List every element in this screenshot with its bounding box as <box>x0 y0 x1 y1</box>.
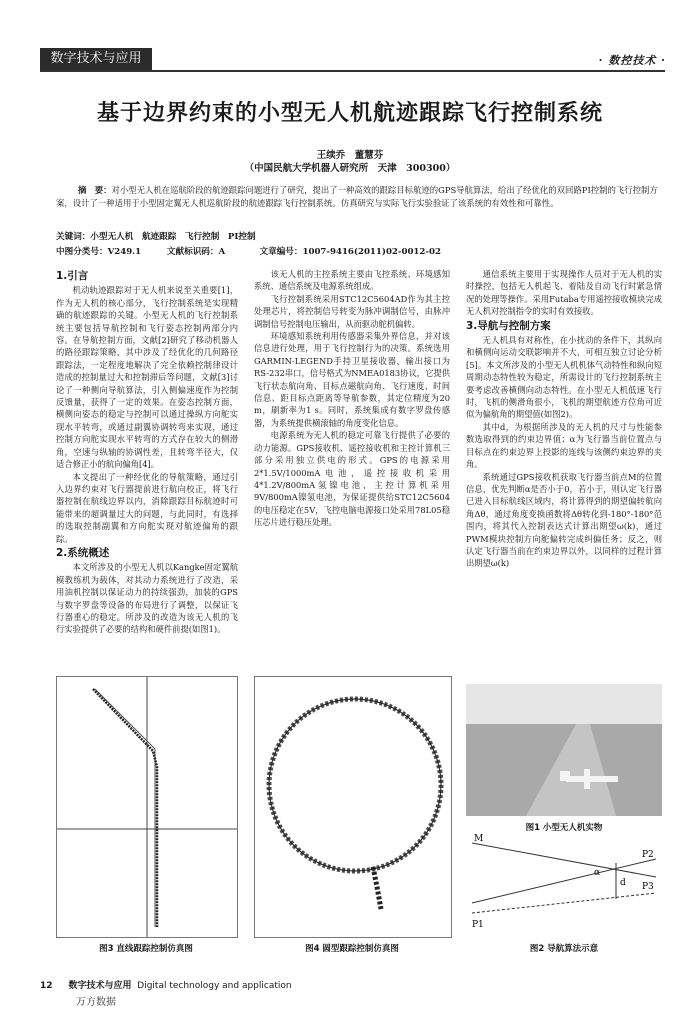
watermark: 万方数据 <box>76 997 116 1008</box>
abstract-label: 摘 要： <box>78 185 112 195</box>
label-m: M <box>474 834 484 844</box>
navigation-diagram <box>466 833 662 941</box>
section-1-title: 1.引言 <box>56 270 89 282</box>
column-2 <box>254 268 450 529</box>
paragraph: 电源系统为无人机的稳定可靠飞行提供了必要的动力能源。GPS接收机、遥控接收机和主控计算机三部分采用独立供电的形式。GPS的电源采用2*1.5V/1000mA电池，遥控接收机采用4*1.2V/800mA氢镍电池，主控计算机采用9V/800mA镍氢电池，为保证提供给STC12C5604的电压稳定在5V，飞控电脑电源接口处采用78L05稳压芯片进行稳压处理。 <box>254 430 450 528</box>
paragraph: 其中d，为根据所涉及的无人机的尺寸与性能参数选取得到的约束边界值；α为飞行器当前位置点与目标点在约束边界上投影的连线与该侧约束边界的夹角。 <box>466 421 662 470</box>
figure-3-caption: 图3 直线跟踪控制仿真图 <box>99 944 193 954</box>
paper-title: 基于边界约束的小型无人机航迹跟踪飞行控制系统 <box>96 101 603 126</box>
journal-name-en: Digital technology and application <box>137 981 292 991</box>
label-p3: P3 <box>642 882 654 892</box>
section-label: 数字技术与应用 <box>40 48 152 70</box>
keywords: 关键词：小型无人机 航迹跟踪 飞行控制 PI控制 <box>56 232 256 242</box>
page-number: 12 <box>40 981 53 991</box>
paragraph: 环境感知系统利用传感器采集外界信息，并对该信息进行处理，用于飞行控制行为的决策。系统选用GARMIN-LEGEND手持卫星接收器，输出接口为RS-232串口，信号格式为NMEA0183协议，它提供飞行状态航向角、目标点磁航向角、飞行速度、时间信息、距目标点距离等导航参数，其定位精度为20 m，刷新率为1 s。同时，系统集成有数字罗盘传感器，为系统提供横滚轴的角度变化信息。 <box>254 331 450 428</box>
reference-path <box>95 689 155 927</box>
journal-name: 数字技术与应用 <box>68 981 132 991</box>
paragraph: 无人机具有对称性，在小扰动的条件下，其纵向和横侧向运动交联影响并不大，可相互独立讨论分析[5]。本文所涉及的小型无人机机体气动特性和纵向短周期动态特性较为稳定，所需设计的飞行控制系统主要考虑改善横侧向动态特性。在小型无人机低速飞行时，飞机的侧滑角很小，飞机的期望航迹方位角可近似为偏航角的期望值(如图2)。 <box>466 335 662 420</box>
affiliation: （中国民航大学机器人研究所 天津 300300） <box>244 163 456 174</box>
line-tracking-plot <box>57 677 237 937</box>
label-alpha: α <box>594 868 601 878</box>
tracked-circle <box>269 699 441 871</box>
page-footer <box>40 978 292 991</box>
abstract-text: 对小型无人机在巡航阶段的航迹跟踪问题进行了研究，提出了一种高效的跟踪目标航迹的GPS导航算法，给出了经优化的双回路PI控制的飞行控制方案，设计了一种适用于小型固定翼无人机巡航阶段的航迹跟踪飞行控制系统。仿真研究与实际飞行实验验证了该系统的有效性和可靠性。 <box>56 185 658 208</box>
upper-boundary <box>472 843 656 877</box>
column-1 <box>56 268 238 636</box>
section-3-title: 3.导航与控制方案 <box>466 319 551 332</box>
figure-3-line-tracking <box>56 676 238 938</box>
paragraph: 飞行控制系统采用STC12C5604AD作为其主控处理芯片，将控制信号转变为脉冲调制信号，由脉冲调制信号控制电压输出，从而驱动舵机偏转。 <box>254 293 450 329</box>
figure-4-circle-tracking <box>254 676 452 938</box>
circle-tracking-plot <box>255 677 451 937</box>
authors: 王续乔 董慧芬 <box>316 150 384 161</box>
figure-1-uav-photo <box>466 684 662 816</box>
header-right-label: · 数控技术 · <box>598 54 666 67</box>
paragraph: 系统通过GPS接收机获取飞行器当前点M的位置信息，优先判断α是否小于0，若小于，则认定飞行器已进入目标航线区域内，将计算得到的期望偏转航向角Δθ，通过角度变换函数将Δθ转化到-180°-180°范围内，将其代入控制表达式计算出期望ω(k)，通过PWM模块控制方向舵偏转完成纠偏任务；反之，则认定飞行器当前在约束边界以外，以同样的过程计算出期望ω(k) <box>466 471 662 569</box>
figure-1-caption: 图1 小型无人机实物 <box>525 823 603 833</box>
figure-2-caption: 图2 导航算法示意 <box>529 944 599 954</box>
section-2-title: 2.系统概述 <box>56 546 110 559</box>
classification: 中图分类号：V249.1 文献标识码：A 文章编号：1007-9416(2011)02-0012-02 <box>56 247 441 257</box>
abstract <box>56 184 664 210</box>
paragraph: 通信系统主要用于实现操作人员对于无人机的实时操控，包括无人机起飞、着陆及自动飞行时紧急情况的处理等操作。采用Futaba专用遥控接收模块完成无人机对控制指令的实时有效接收。 <box>466 269 662 317</box>
label-d: d <box>620 878 626 888</box>
label-p1: P1 <box>472 920 484 930</box>
uav-photo <box>466 684 662 816</box>
paragraph: 本文提出了一种经优化的导航策略，通过引入边界约束对飞行器提前进行航向校正，将飞行器控制在航线边界以内，消除跟踪目标航迹时可能带来的超调量过大的问题，与此同时，有选择的选取控制副翼和方向舵实现对航迹偏角的跟踪。 <box>56 471 238 544</box>
approach-path <box>373 867 381 909</box>
column-3 <box>466 268 662 570</box>
figure-2-navigation-diagram <box>466 833 662 941</box>
paragraph: 该无人机的主控系统主要由飞控系统、环境感知系统、通信系统及电源系统组成。 <box>254 269 450 292</box>
label-p2: P2 <box>642 850 654 860</box>
paragraph: 本文所涉及的小型无人机以Kangke固定翼航模教练机为载体，对其动力系统进行了改造，采用油机控制以保证动力的持续强劲，加装的GPS与数字罗盘等设备的布局进行了调整，以保证飞行器重心的稳定。所涉及的改造为该无人机的飞行实验提供了必要的结构和硬件前提(如图1)。 <box>56 562 238 635</box>
paragraph: 机动轨迹跟踪对于无人机来说至关重要[1]，作为无人机的核心部分，飞行控制系统是实现精确的航迹跟踪的关键。小型无人机的飞行控制系统主要包括导航控制和飞行姿态控制两部分内容。在导航控制方面，文献[2]研究了移动机器人的路径跟踪策略，其中涉及了经优化的几何路径跟踪法，一定程度地解决了完全依赖控制律设计造成的控制量过大和控制滞后等问题，文献[3]讨论了一种侧向导航算法，引入侧偏速度作为控制反馈量，获得了一定的效果。在姿态控制方面，横侧向姿态的稳定与控制可以通过操纵方向舵实现水平转弯，或通过副翼协调转弯来实现，通过控制方向舵实现水平转弯的方式存在较大的侧滑角，空速与纵轴的协调性差，且转弯半径大，仅适合修正小的航向偏角[4]。 <box>56 285 238 470</box>
sky <box>466 684 662 724</box>
figure-4-caption: 图4 圆型跟踪控制仿真图 <box>305 944 399 954</box>
header-rule <box>40 70 665 72</box>
